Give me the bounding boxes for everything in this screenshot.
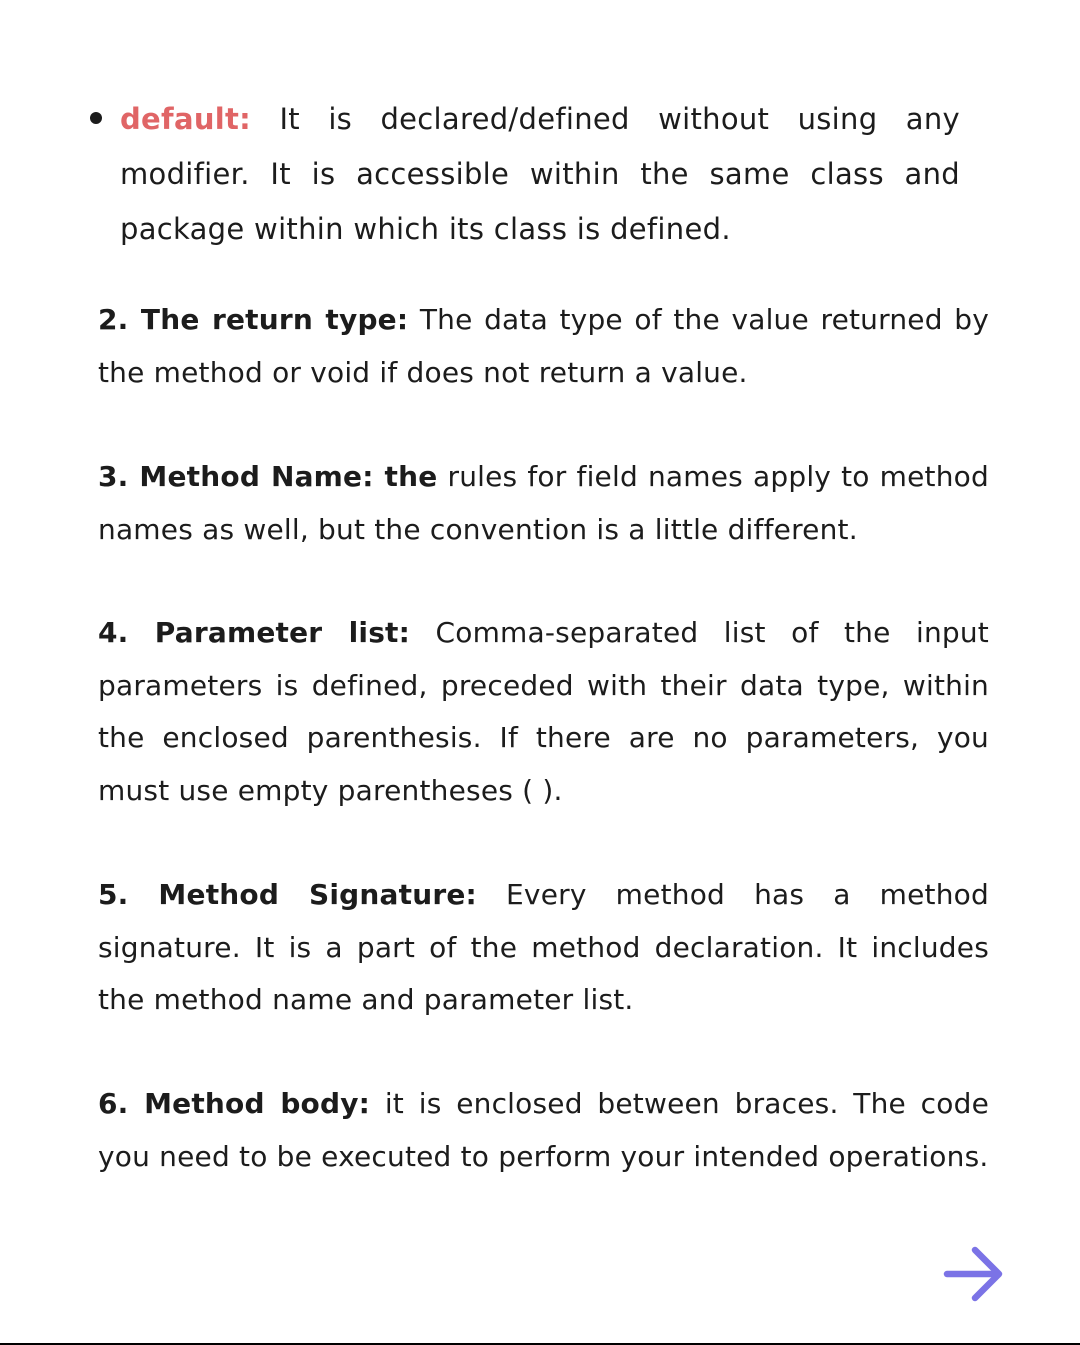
section-text: Comma-separated list of the input parameters is defined, preceded with their data type, within the enclosed parenthesis. If there are no parameters, you must use empty parentheses ( ). — [98, 616, 989, 807]
section-heading: 6. Method body: — [98, 1087, 371, 1120]
section-heading: 4. Parameter list: — [98, 616, 411, 649]
section-heading: 5. Method Signature: — [98, 878, 477, 911]
section-method-body — [98, 1078, 989, 1183]
section-text: Every method has a method signature. It is a part of the method declaration. It includes the method name and parameter list. — [98, 878, 989, 1016]
section-text: rules for field names apply to method names as well, but the convention is a little different. — [98, 460, 989, 546]
keyword-default: default: — [120, 102, 252, 136]
bullet-dot — [90, 112, 102, 124]
section-parameter-list — [98, 607, 989, 817]
section-heading: 2. The return type: — [98, 303, 409, 336]
section-heading: 3. Method Name: the — [98, 460, 438, 493]
section-method-signature — [98, 869, 989, 1027]
section-text: The data type of the value returned by the method or void if does not return a value. — [98, 303, 989, 389]
arrow-right-icon — [940, 1243, 1006, 1305]
section-return-type — [98, 294, 989, 399]
bullet-text: It is declared/defined without using any modifier. It is accessible within the same class and package within which its class is defined. — [120, 102, 960, 246]
next-slide-button[interactable] — [940, 1243, 1006, 1305]
section-method-name — [98, 451, 989, 556]
bullet-item-default — [120, 92, 960, 257]
section-text: it is enclosed between braces. The code you need to be executed to perform your intended operations. — [98, 1087, 989, 1173]
